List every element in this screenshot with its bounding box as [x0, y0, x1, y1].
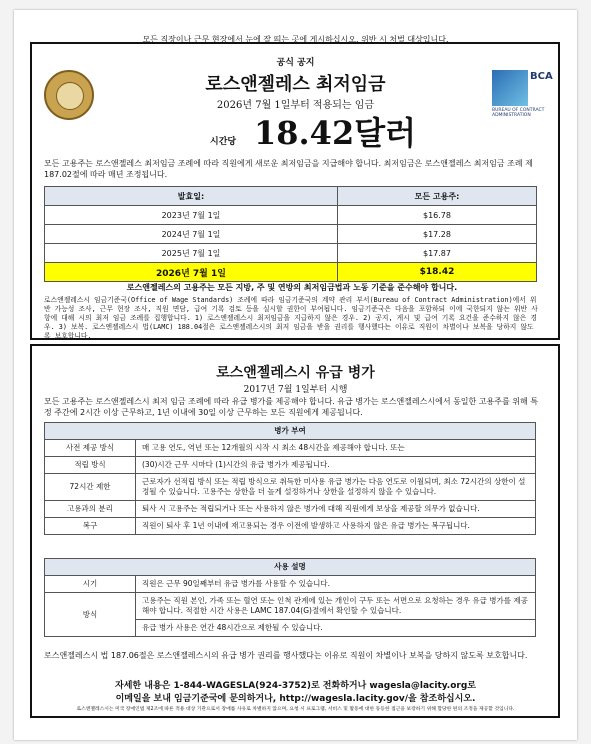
all-employers-header: 모든 고용주:	[337, 187, 536, 206]
posting-notice: 모든 직장이나 근무 현장에서 눈에 잘 띄는 곳에 게시하십시오. 위반 시 처벌 대상입니다.	[142, 35, 449, 44]
contact-line-2: 이메일을 보내 임금기준국에 문의하거나, http://wagesla.lacity.gov/을 참조하십시오.	[115, 694, 476, 704]
effective-date: 2026년 7월 1일부터 적용되는 임금	[216, 100, 375, 111]
table-row: 시기 직원은 근무 90일째부터 유급 병가를 사용할 수 있습니다.	[45, 576, 536, 593]
rate-prefix: 시간당	[210, 137, 237, 147]
table-row: 복구 직원이 퇴사 후 1년 이내에 재고용되는 경우 이전에 발생하고 사용하지 않은 유급 병가는 복구됩니다.	[45, 518, 536, 535]
table-row: 72시간 제한 근로자가 선적립 방식 또는 적립 방식으로 취득한 미사용 유급 병가는 다음 연도로 이월되며, 최소 72시간의 상한이 설정될 수 있습니다. 고용주는 상한을 더 높게 설정하거나 상한을 설정하지 않을 수 있습니다.	[45, 474, 536, 501]
sick-leave-title: 로스앤젤레스시 유급 병가	[216, 365, 375, 381]
ada-notice: 로스앤젤레스시는 미국 장애인법 제2조에 따른 적용 대상 기관으로서 장애를 사유로 차별하지 않으며, 요청 시 프로그램, 서비스 및 활동에 대한 동등한 접근을 보장하기 위해 합당한 편의 조정을 제공할 것입니다.	[76, 707, 515, 712]
retaliation-note: 로스앤젤레스시 법 187.06절은 로스앤젤레스시의 유급 병가 권리를 행사했다는 이유로 직원이 차별이나 보복을 당하지 않도록 보호합니다.	[44, 651, 528, 660]
minimum-wage-intro: 모든 고용주는 로스앤젤레스 최저임금 조례에 따라 직원에게 새로운 최저임금을 지급해야 합니다. 최저임금은 로스앤젤레스 최저임금 조례 제187.02절에 따라 매년 조정됩니다.	[44, 159, 533, 179]
leave-usage-table	[44, 558, 536, 637]
effective-date-header: 발효일:	[45, 187, 338, 206]
wage-rate: 18.42달러	[254, 114, 417, 152]
sick-leave-effective-date: 2017년 7월 1일부터 시행	[243, 385, 348, 395]
table-row: 고용과의 분리 퇴사 시 고용주는 적립되거나 또는 사용하지 않은 병가에 대해 직원에게 보상을 제공할 의무가 없습니다.	[45, 501, 536, 518]
contact-line-1: 자세한 내용은 1-844-WAGESLA(924-3752)로 전화하거나 wagesla@lacity.org로	[115, 681, 476, 691]
leave-accrual-header: 병가 부여	[45, 423, 536, 440]
rate-row: 2025년 7월 1일 $17.87	[45, 244, 537, 263]
table-row: 방식 고용주는 직원 본인, 가족 또는 혈연 또는 인척 관계에 있는 개인이 구두 또는 서면으로 요청하는 경우 유급 병가를 제공해야 합니다. 적절한 시간 사용은 LAMC 187.04(G)절에서 확인할 수 있습니다.	[45, 593, 536, 620]
bca-logo: BCA BUREAU OF CONTRACT ADMINISTRATION	[492, 71, 553, 118]
table-row: 유급 병가 사용은 연간 48시간으로 제한될 수 있습니다.	[45, 620, 536, 637]
poster-sheet	[14, 10, 577, 740]
rate-row: 2024년 7월 1일 $17.28	[45, 225, 537, 244]
official-notice-label: 공식 공지	[276, 58, 315, 68]
page-title: 로스앤젤레스 최저임금	[205, 74, 386, 95]
current-rate-row: 2026년 7월 1일 $18.42	[45, 263, 537, 282]
enforcement-text: 로스앤젤레스시 임금기준국(Office of Wage Standards) 조례에 따라 임금기준국의 계약 관리 부서(Bureau of Contract Administration)에서 위반 가능성 조사, 근무 현장 조사, 직원 면담, 급여 기록 검토 등을 실시할 권한이 부여됩니다. 임금기준국은 다음을 포함하되 이에 국한되지 않는 위반 사항에 대해 시의 최저 임금 조례를 집행합니다. 1) 로스앤젤레스시 최저임금을 지급하지 않은 경우. 2) 공지, 게시 및 급여 기록 요건을 준수하지 않은 경우. 3) 보복. 로스앤젤레스시 법(LAMC) 188.04절은 로스앤젤레스시의 최저 임금을 받을 권리를 행사했다는 이유로 직원이 차별이나 보복을 당하지 않도록 보호합니다.	[44, 296, 538, 340]
rate-row: 2023년 7월 1일 $16.78	[45, 206, 537, 225]
leave-usage-header: 사용 설명	[45, 559, 536, 576]
table-row: 적립 방식 (30)시간 근무 시마다 (1)시간의 유급 병가가 제공됩니다.	[45, 457, 536, 474]
sick-leave-intro: 모든 고용주는 로스앤젤레스시 최저 임금 조례에 따라 유급 병가를 제공해야 합니다. 유급 병가는 로스앤젤레스시에서 동일한 고용주를 위해 특정 주간에 2시간 이상 근무하고, 1년 이내에 30일 이상 근무하는 모든 직원에게 제공됩니다.	[44, 397, 538, 417]
compliance-note: 로스앤젤레스의 고용주는 모든 지방, 주 및 연방의 최저임금법과 노동 기준을 준수해야 합니다.	[126, 283, 458, 292]
leave-accrual-table	[44, 422, 536, 535]
rate-table	[44, 186, 537, 282]
table-row: 사전 제공 방식 매 고용 연도, 역년 또는 12개월의 시작 시 최소 48시간을 제공해야 합니다. 또는	[45, 440, 536, 457]
